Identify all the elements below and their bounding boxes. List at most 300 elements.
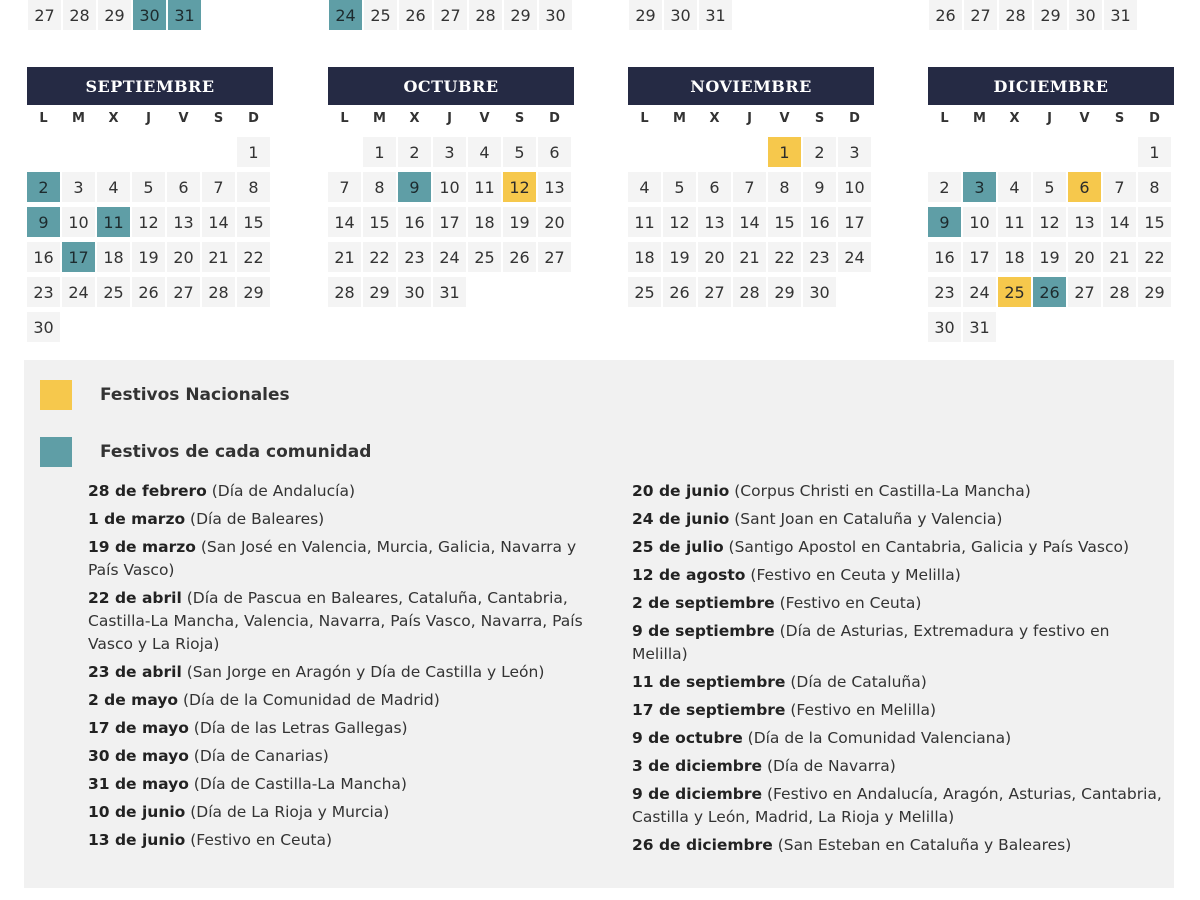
holiday-date: 25 de julio	[632, 538, 724, 556]
legend-national	[40, 380, 290, 410]
regional-holiday-day: 31	[168, 0, 201, 30]
regional-holiday-day: 11	[97, 207, 130, 237]
day-cell: 22	[237, 242, 270, 272]
day-cell: 6	[698, 172, 731, 202]
holiday-description: (San Esteban en Cataluña y Baleares)	[772, 836, 1072, 854]
week-row	[928, 137, 1174, 172]
day-cell: 30	[803, 277, 836, 307]
day-cell: 25	[628, 277, 661, 307]
day-cell: 23	[928, 277, 961, 307]
holiday-description: (San José en Valencia, Murcia, Galicia, Navarra y País Vasco)	[88, 538, 577, 579]
weekday-label: S	[814, 111, 825, 126]
day-cell: 10	[62, 207, 95, 237]
empty-day-cell	[963, 137, 996, 167]
day-cell: 21	[328, 242, 361, 272]
holiday-description: (Festivo en Ceuta y Melilla)	[745, 566, 961, 584]
empty-day-cell	[998, 137, 1031, 167]
day-cell: 29	[1034, 0, 1067, 30]
holiday-entry	[632, 699, 1162, 722]
weekday-label: X	[409, 111, 420, 126]
holiday-entry	[88, 508, 608, 531]
week-row	[328, 172, 574, 207]
day-cell: 27	[538, 242, 571, 272]
top-row	[629, 0, 734, 30]
day-cell: 9	[803, 172, 836, 202]
weekday-label: X	[709, 111, 720, 126]
day-cell: 23	[398, 242, 431, 272]
week-row	[27, 137, 273, 172]
holiday-entry	[88, 587, 608, 656]
holiday-date: 2 de mayo	[88, 691, 179, 709]
holiday-description: (Día de Pascua en Baleares, Cataluña, Cantabria, Castilla-La Mancha, Valencia, Navarra, País Vasco, Navarra, País Vasco y La Rioja)	[88, 589, 583, 653]
day-cell: 30	[664, 0, 697, 30]
empty-day-cell	[1033, 137, 1066, 167]
weekday-label: J	[1047, 111, 1052, 126]
day-cell: 18	[468, 207, 501, 237]
week-row	[328, 137, 574, 172]
holiday-description: (Día de La Rioja y Murcia)	[185, 803, 390, 821]
holiday-date: 9 de septiembre	[632, 622, 775, 640]
holiday-entry	[632, 564, 1162, 587]
holiday-date: 11 de septiembre	[632, 673, 786, 691]
holiday-entry	[632, 480, 1162, 503]
holiday-date: 2 de septiembre	[632, 594, 775, 612]
day-cell: 3	[838, 137, 871, 167]
holiday-description: (Festivo en Ceuta)	[774, 594, 922, 612]
holiday-description: (Festivo en Ceuta)	[185, 831, 333, 849]
day-cell: 23	[27, 277, 60, 307]
legend-regional-label: Festivos de cada comunidad	[100, 442, 372, 462]
weekday-label: L	[340, 111, 349, 126]
regional-holiday-day: 17	[62, 242, 95, 272]
day-cell: 24	[62, 277, 95, 307]
holiday-description: (Santigo Apostol en Cantabria, Galicia y País Vasco)	[723, 538, 1129, 556]
weekday-label: S	[1114, 111, 1125, 126]
holiday-entry	[88, 536, 608, 582]
day-cell: 7	[328, 172, 361, 202]
day-cell: 26	[399, 0, 432, 30]
week-row	[628, 277, 874, 312]
day-cell: 21	[202, 242, 235, 272]
day-cell: 14	[202, 207, 235, 237]
week-row	[328, 242, 574, 277]
day-cell: 8	[363, 172, 396, 202]
day-cell: 13	[167, 207, 200, 237]
day-cell: 17	[433, 207, 466, 237]
regional-holiday-day: 9	[928, 207, 961, 237]
holiday-entry	[88, 689, 608, 712]
day-cell: 4	[97, 172, 130, 202]
week-row	[27, 242, 273, 277]
day-cell: 19	[132, 242, 165, 272]
day-cell: 13	[1068, 207, 1101, 237]
day-cell: 28	[1103, 277, 1136, 307]
day-cell: 30	[539, 0, 572, 30]
holiday-entry	[88, 661, 608, 684]
empty-day-cell	[97, 137, 130, 167]
day-cell: 2	[928, 172, 961, 202]
holiday-list-left	[88, 480, 608, 857]
holiday-entry	[632, 834, 1162, 857]
day-cell: 19	[1033, 242, 1066, 272]
day-cell: 5	[663, 172, 696, 202]
week-row	[27, 277, 273, 312]
day-cell: 26	[663, 277, 696, 307]
day-cell: 29	[504, 0, 537, 30]
week-row	[928, 242, 1174, 277]
day-cell: 26	[503, 242, 536, 272]
day-cell: 21	[733, 242, 766, 272]
previous-months-last-rows	[0, 0, 1200, 40]
regional-holiday-day: 2	[27, 172, 60, 202]
day-cell: 18	[97, 242, 130, 272]
holiday-entry	[632, 592, 1162, 615]
day-cell: 11	[998, 207, 1031, 237]
day-cell: 31	[433, 277, 466, 307]
day-cell: 29	[629, 0, 662, 30]
day-cell: 10	[838, 172, 871, 202]
holiday-entry	[88, 745, 608, 768]
day-cell: 27	[698, 277, 731, 307]
legend-regional	[40, 437, 371, 467]
holiday-date: 19 de marzo	[88, 538, 196, 556]
month-grid	[27, 137, 273, 347]
week-row	[27, 172, 273, 207]
week-row	[328, 207, 574, 242]
holiday-entry	[88, 480, 608, 503]
day-cell: 27	[434, 0, 467, 30]
national-swatch	[40, 380, 72, 410]
weekday-label: J	[447, 111, 452, 126]
day-cell: 26	[929, 0, 962, 30]
top-row	[929, 0, 1139, 30]
day-cell: 13	[698, 207, 731, 237]
week-row	[928, 207, 1174, 242]
day-cell: 24	[433, 242, 466, 272]
month-title: DICIEMBRE	[928, 67, 1174, 105]
day-cell: 28	[63, 0, 96, 30]
week-row	[27, 312, 273, 347]
month-grid	[328, 137, 574, 312]
holiday-description: (Sant Joan en Cataluña y Valencia)	[729, 510, 1003, 528]
regional-holiday-day: 9	[398, 172, 431, 202]
day-cell: 19	[663, 242, 696, 272]
day-cell: 28	[202, 277, 235, 307]
holiday-date: 26 de diciembre	[632, 836, 773, 854]
day-cell: 12	[1033, 207, 1066, 237]
day-cell: 29	[363, 277, 396, 307]
weekday-header	[628, 111, 874, 133]
month-calendar	[27, 67, 273, 347]
day-cell: 27	[28, 0, 61, 30]
day-cell: 2	[803, 137, 836, 167]
empty-day-cell	[202, 137, 235, 167]
day-cell: 17	[838, 207, 871, 237]
regional-swatch	[40, 437, 72, 467]
day-cell: 29	[98, 0, 131, 30]
day-cell: 1	[363, 137, 396, 167]
day-cell: 28	[469, 0, 502, 30]
day-cell: 8	[237, 172, 270, 202]
day-cell: 6	[538, 137, 571, 167]
day-cell: 7	[202, 172, 235, 202]
week-row	[628, 172, 874, 207]
weekday-label: M	[72, 111, 85, 126]
week-row	[27, 207, 273, 242]
weekday-label: V	[1079, 111, 1090, 126]
day-cell: 29	[1138, 277, 1171, 307]
day-cell: 10	[963, 207, 996, 237]
week-row	[628, 137, 874, 172]
day-cell: 16	[928, 242, 961, 272]
day-cell: 20	[538, 207, 571, 237]
day-cell: 28	[733, 277, 766, 307]
holiday-date: 12 de agosto	[632, 566, 746, 584]
day-cell: 18	[628, 242, 661, 272]
holiday-entry	[88, 773, 608, 796]
holiday-description: (Día de la Comunidad Valenciana)	[742, 729, 1012, 747]
day-cell: 1	[237, 137, 270, 167]
day-cell: 20	[1068, 242, 1101, 272]
national-holiday-day: 1	[768, 137, 801, 167]
weekday-label: V	[479, 111, 490, 126]
weekday-label: J	[146, 111, 151, 126]
holiday-date: 1 de marzo	[88, 510, 186, 528]
holiday-entry	[632, 508, 1162, 531]
month-grid	[928, 137, 1174, 347]
empty-day-cell	[663, 137, 696, 167]
national-holiday-day: 12	[503, 172, 536, 202]
week-row	[628, 242, 874, 277]
day-cell: 25	[468, 242, 501, 272]
holiday-description: (Día de las Letras Gallegas)	[188, 719, 408, 737]
day-cell: 4	[468, 137, 501, 167]
empty-day-cell	[928, 137, 961, 167]
day-cell: 30	[27, 312, 60, 342]
day-cell: 30	[928, 312, 961, 342]
holiday-date: 31 de mayo	[88, 775, 189, 793]
weekday-label: M	[373, 111, 386, 126]
month-title: NOVIEMBRE	[628, 67, 874, 105]
day-cell: 31	[963, 312, 996, 342]
holiday-date: 24 de junio	[632, 510, 730, 528]
day-cell: 19	[503, 207, 536, 237]
day-cell: 17	[963, 242, 996, 272]
weekday-label: X	[108, 111, 119, 126]
holiday-description: (Día de Baleares)	[185, 510, 325, 528]
empty-day-cell	[132, 137, 165, 167]
weekday-header	[328, 111, 574, 133]
weekday-label: D	[549, 111, 560, 126]
regional-holiday-day: 24	[329, 0, 362, 30]
regional-holiday-day: 9	[27, 207, 60, 237]
month-calendar	[928, 67, 1174, 347]
day-cell: 29	[237, 277, 270, 307]
holiday-legend-panel	[24, 360, 1174, 888]
holiday-date: 13 de junio	[88, 831, 186, 849]
empty-day-cell	[62, 137, 95, 167]
day-cell: 13	[538, 172, 571, 202]
day-cell: 22	[768, 242, 801, 272]
day-cell: 30	[398, 277, 431, 307]
holiday-entry	[632, 620, 1162, 666]
day-cell: 29	[768, 277, 801, 307]
day-cell: 11	[468, 172, 501, 202]
weekday-label: S	[514, 111, 525, 126]
day-cell: 25	[97, 277, 130, 307]
day-cell: 22	[1138, 242, 1171, 272]
day-cell: 10	[433, 172, 466, 202]
holiday-description: (Día de Asturias, Extremadura y festivo en Melilla)	[632, 622, 1110, 663]
day-cell: 5	[503, 137, 536, 167]
day-cell: 28	[328, 277, 361, 307]
day-cell: 26	[132, 277, 165, 307]
holiday-entry	[88, 801, 608, 824]
day-cell: 2	[398, 137, 431, 167]
day-cell: 16	[398, 207, 431, 237]
day-cell: 15	[768, 207, 801, 237]
day-cell: 31	[699, 0, 732, 30]
weekday-label: L	[940, 111, 949, 126]
holiday-date: 20 de junio	[632, 482, 730, 500]
day-cell: 24	[963, 277, 996, 307]
holiday-entry	[632, 783, 1162, 829]
holiday-description: (San Jorge en Aragón y Día de Castilla y León)	[181, 663, 545, 681]
day-cell: 14	[733, 207, 766, 237]
holiday-date: 10 de junio	[88, 803, 186, 821]
holiday-date: 9 de octubre	[632, 729, 743, 747]
empty-day-cell	[1103, 137, 1136, 167]
holiday-entry	[632, 536, 1162, 559]
holiday-date: 23 de abril	[88, 663, 182, 681]
weekday-header	[27, 111, 273, 133]
week-row	[628, 207, 874, 242]
month-grid	[628, 137, 874, 312]
day-cell: 8	[768, 172, 801, 202]
weekday-label: L	[39, 111, 48, 126]
day-cell: 18	[998, 242, 1031, 272]
holiday-entry	[632, 727, 1162, 750]
day-cell: 7	[1103, 172, 1136, 202]
holiday-description: (Festivo en Melilla)	[785, 701, 937, 719]
empty-day-cell	[328, 137, 361, 167]
day-cell: 20	[698, 242, 731, 272]
day-cell: 31	[1104, 0, 1137, 30]
empty-day-cell	[628, 137, 661, 167]
top-row	[28, 0, 203, 30]
regional-holiday-day: 26	[1033, 277, 1066, 307]
holiday-list-right	[632, 480, 1162, 862]
holiday-entry	[88, 829, 608, 852]
day-cell: 16	[27, 242, 60, 272]
weekday-label: D	[248, 111, 259, 126]
day-cell: 24	[838, 242, 871, 272]
month-title: SEPTIEMBRE	[27, 67, 273, 105]
weekday-label: D	[1149, 111, 1160, 126]
weekday-header	[928, 111, 1174, 133]
weekday-label: D	[849, 111, 860, 126]
day-cell: 28	[999, 0, 1032, 30]
holiday-date: 3 de diciembre	[632, 757, 763, 775]
month-calendar	[328, 67, 574, 312]
weekday-label: X	[1009, 111, 1020, 126]
weekday-label: M	[673, 111, 686, 126]
day-cell: 8	[1138, 172, 1171, 202]
holiday-entry	[632, 755, 1162, 778]
day-cell: 11	[628, 207, 661, 237]
national-holiday-day: 25	[998, 277, 1031, 307]
holiday-description: (Día de Canarias)	[188, 747, 329, 765]
empty-day-cell	[733, 137, 766, 167]
day-cell: 27	[1068, 277, 1101, 307]
day-cell: 30	[1069, 0, 1102, 30]
holiday-date: 30 de mayo	[88, 747, 189, 765]
day-cell: 6	[167, 172, 200, 202]
day-cell: 16	[803, 207, 836, 237]
day-cell: 5	[1033, 172, 1066, 202]
day-cell: 5	[132, 172, 165, 202]
holiday-date: 17 de mayo	[88, 719, 189, 737]
weekday-label: L	[640, 111, 649, 126]
day-cell: 25	[364, 0, 397, 30]
weekday-label: J	[747, 111, 752, 126]
holiday-description: (Día de Navarra)	[762, 757, 896, 775]
empty-day-cell	[27, 137, 60, 167]
week-row	[928, 172, 1174, 207]
regional-holiday-day: 30	[133, 0, 166, 30]
holiday-date: 17 de septiembre	[632, 701, 786, 719]
day-cell: 4	[998, 172, 1031, 202]
holiday-description: (Día de Cataluña)	[785, 673, 927, 691]
weekday-label: S	[213, 111, 224, 126]
holiday-description: (Día de Castilla-La Mancha)	[188, 775, 407, 793]
day-cell: 12	[132, 207, 165, 237]
week-row	[928, 312, 1174, 347]
holiday-description: (Festivo en Andalucía, Aragón, Asturias, Cantabria, Castilla y León, Madrid, La Rioja y Melilla)	[632, 785, 1162, 826]
national-holiday-day: 6	[1068, 172, 1101, 202]
week-row	[928, 277, 1174, 312]
holiday-description: (Corpus Christi en Castilla-La Mancha)	[729, 482, 1031, 500]
holiday-date: 9 de diciembre	[632, 785, 763, 803]
holiday-date: 22 de abril	[88, 589, 182, 607]
holiday-description: (Día de la Comunidad de Madrid)	[178, 691, 440, 709]
week-row	[328, 277, 574, 312]
holiday-entry	[88, 717, 608, 740]
weekday-label: M	[973, 111, 986, 126]
day-cell: 1	[1138, 137, 1171, 167]
day-cell: 20	[167, 242, 200, 272]
day-cell: 12	[663, 207, 696, 237]
day-cell: 21	[1103, 242, 1136, 272]
empty-day-cell	[1068, 137, 1101, 167]
day-cell: 27	[167, 277, 200, 307]
month-calendar	[628, 67, 874, 312]
day-cell: 14	[1103, 207, 1136, 237]
holiday-entry	[632, 671, 1162, 694]
month-title: OCTUBRE	[328, 67, 574, 105]
day-cell: 14	[328, 207, 361, 237]
day-cell: 27	[964, 0, 997, 30]
day-cell: 15	[1138, 207, 1171, 237]
holiday-date: 28 de febrero	[88, 482, 207, 500]
top-row	[329, 0, 574, 30]
day-cell: 3	[62, 172, 95, 202]
day-cell: 23	[803, 242, 836, 272]
weekday-label: V	[779, 111, 790, 126]
day-cell: 7	[733, 172, 766, 202]
day-cell: 4	[628, 172, 661, 202]
day-cell: 22	[363, 242, 396, 272]
